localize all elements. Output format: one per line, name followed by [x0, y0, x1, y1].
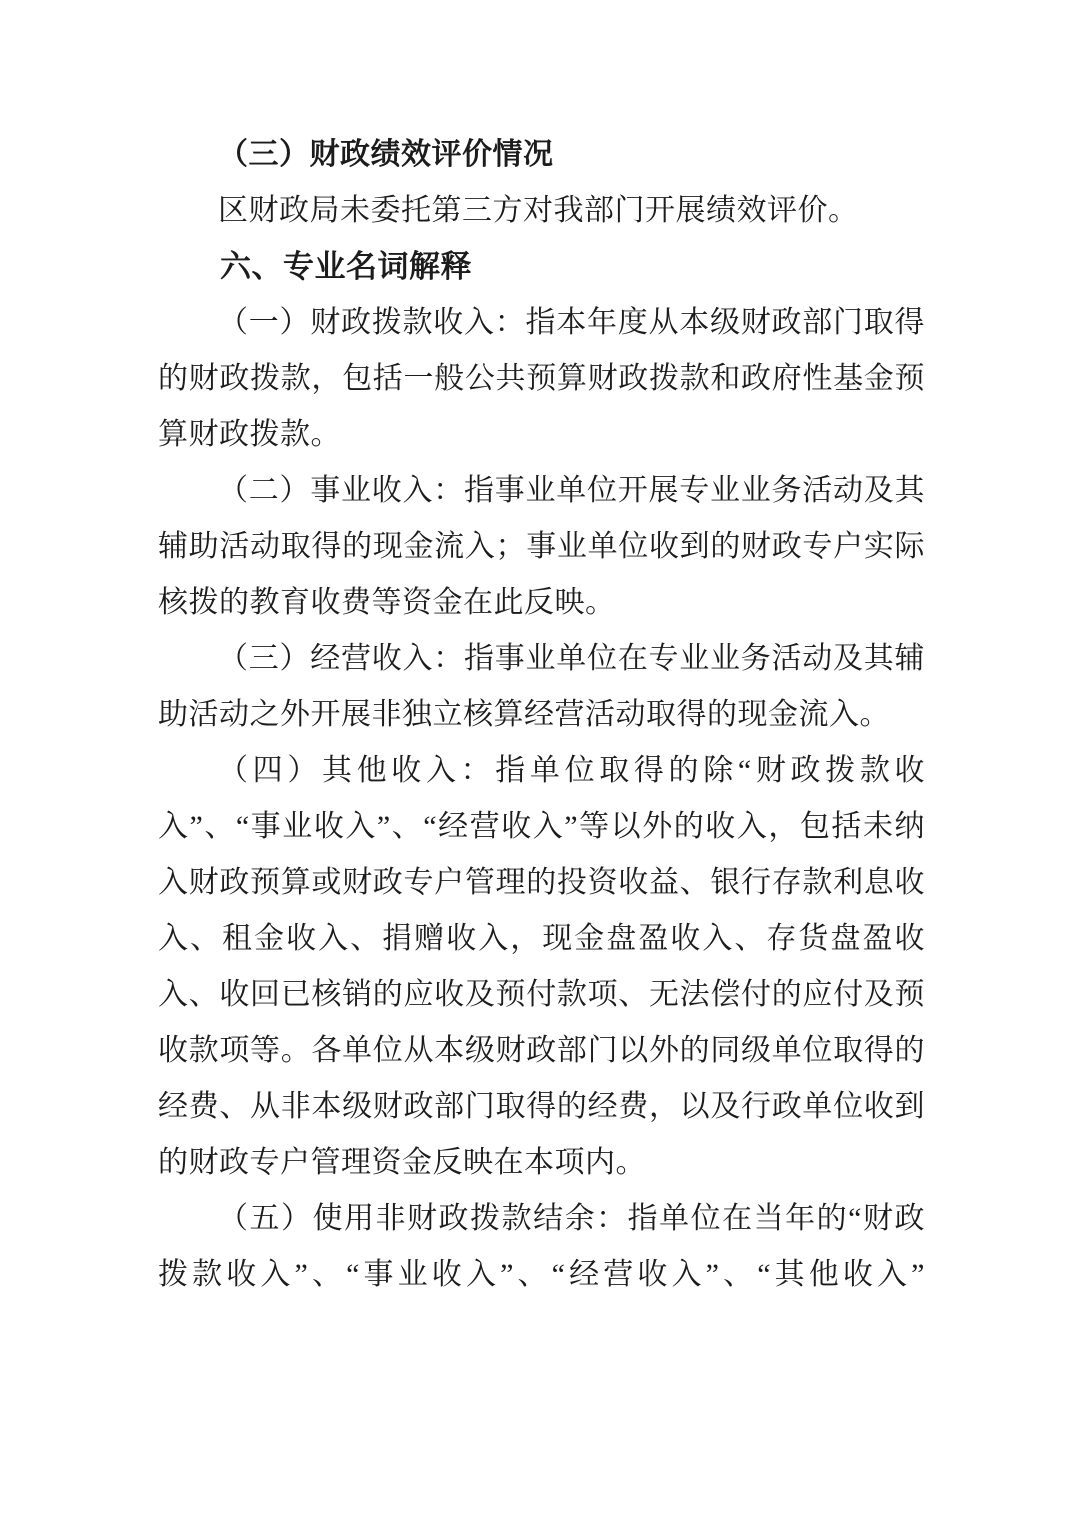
heading-performance-evaluation: （三）财政绩效评价情况 [218, 138, 554, 171]
heading-terminology-definitions: 六、专业名词解释 [220, 249, 472, 284]
paragraph-performance-evaluation-body: 区财政局未委托第三方对我部门开展绩效评价。 [218, 194, 859, 227]
paragraph-term-non-fiscal-appropriation-balance: （五）使用非财政拨款结余：指单位在当年的“财政拨款收入”、“事业收入”、“经营收入”、“其他收入” [158, 1202, 925, 1291]
paragraph-term-institution-income: （二）事业收入：指事业单位开展专业业务活动及其辅助活动取得的现金流入；事业单位收到的财政专户实际核拨的教育收费等资金在此反映。 [158, 474, 925, 619]
paragraph-term-fiscal-appropriation-income: （一）财政拨款收入：指本年度从本级财政部门取得的财政拨款，包括一般公共预算财政拨款和政府性基金预算财政拨款。 [158, 306, 925, 451]
paragraph-term-other-income: （四）其他收入：指单位取得的除“财政拨款收入”、“事业收入”、“经营收入”等以外的收入，包括未纳入财政预算或财政专户管理的投资收益、银行存款利息收入、租金收入、捐赠收入，现金盘盈收入、存货盘盈收入、收回已核销的应收及预付款项、无法偿付的应付及预收款项等。各单位从本级财政部门以外的同级单位取得的经费、从非本级财政部门取得的经费，以及行政单位收到的财政专户管理资金反映在本项内。 [158, 754, 925, 1179]
paragraph-term-business-operation-income: （三）经营收入：指事业单位在专业业务活动及其辅助活动之外开展非独立核算经营活动取得的现金流入。 [158, 642, 925, 731]
